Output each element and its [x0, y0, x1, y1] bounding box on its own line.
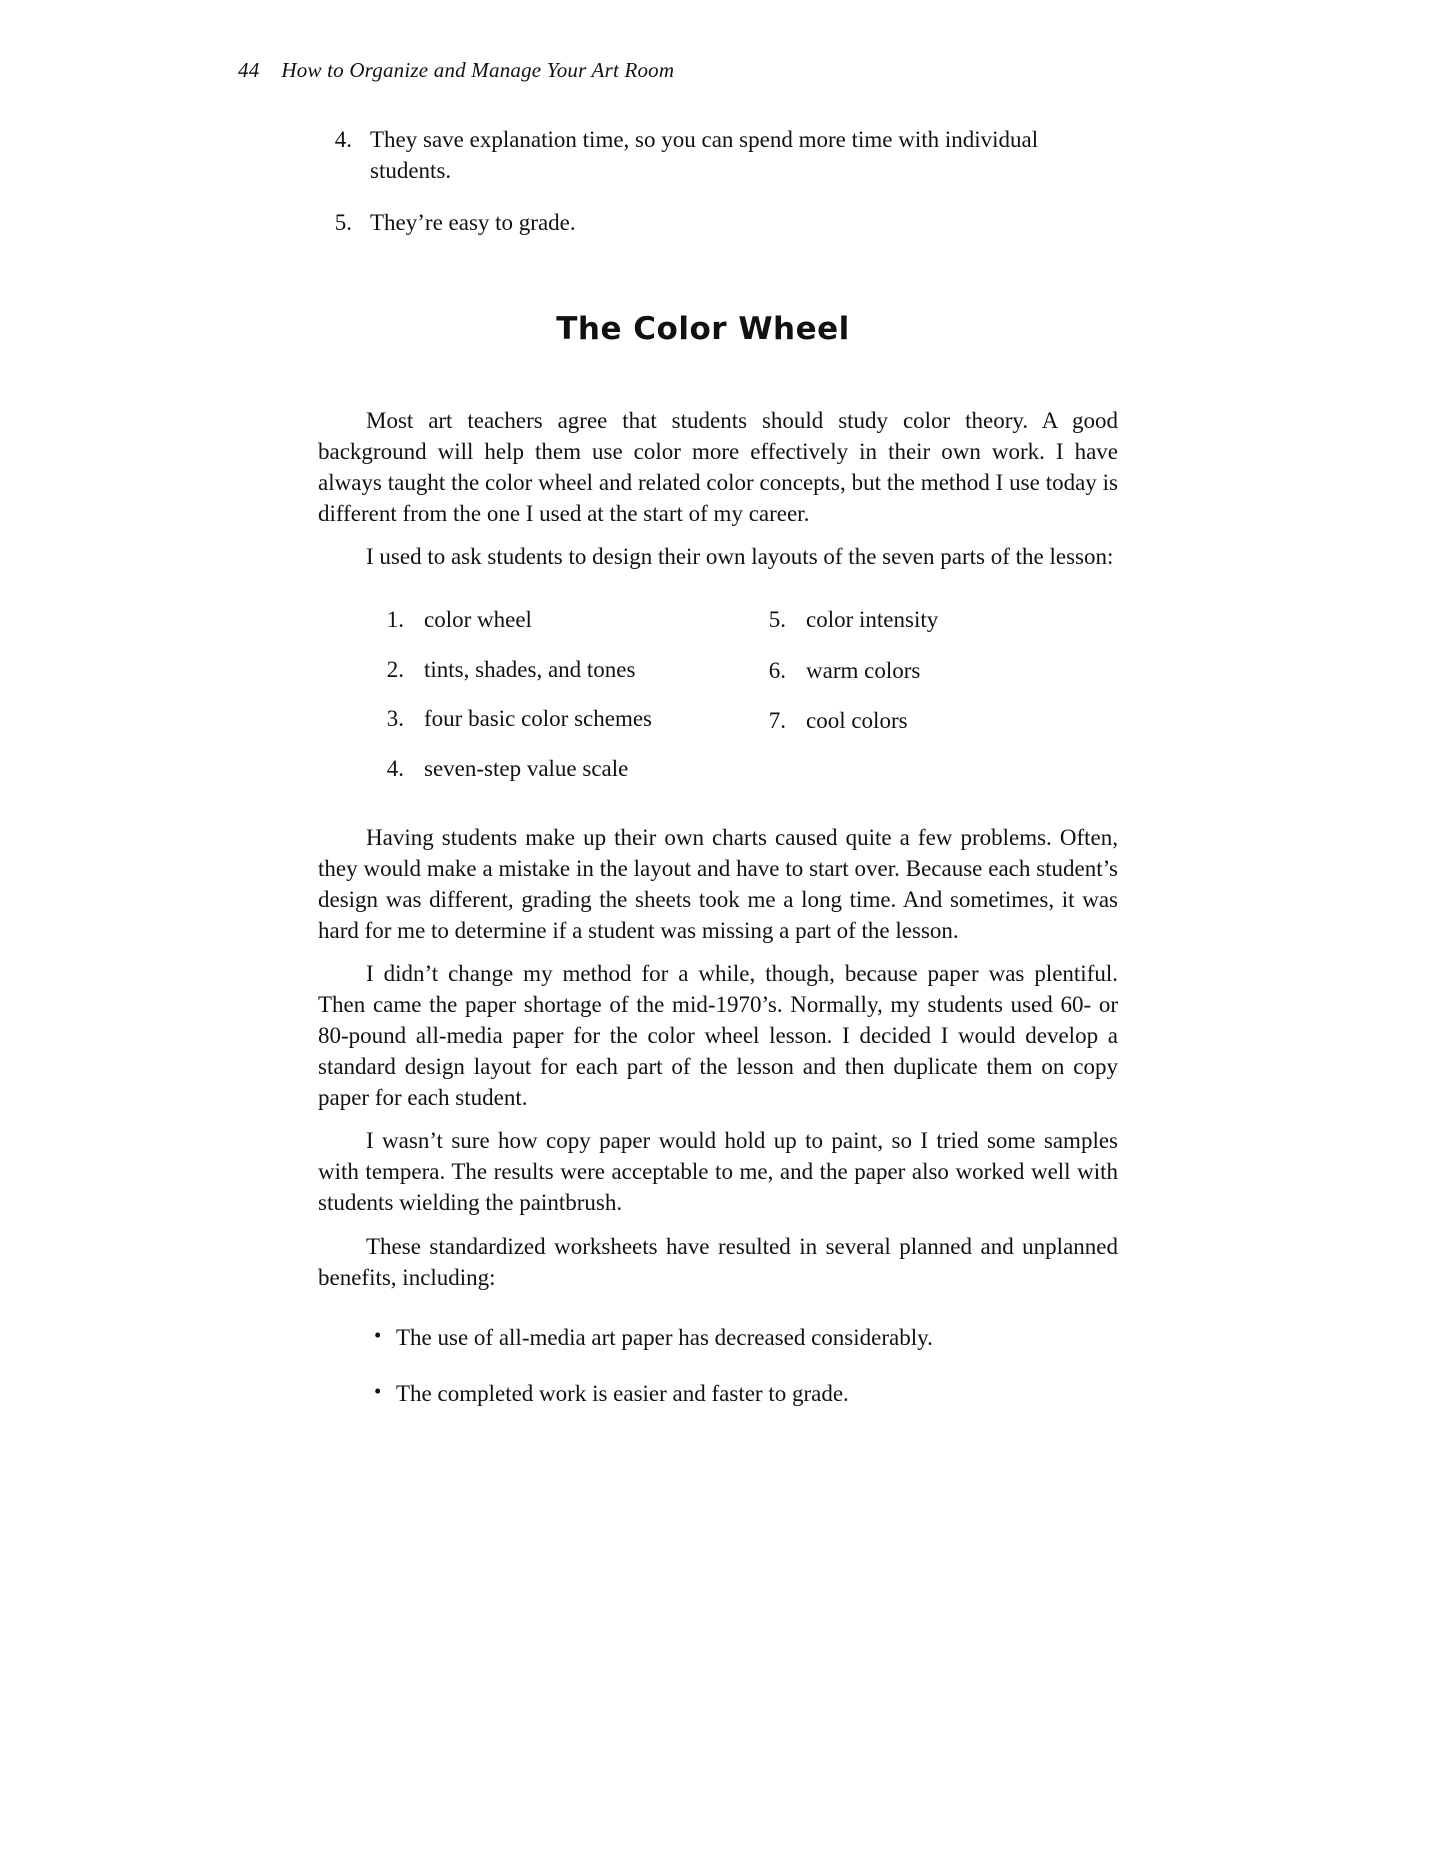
list-item-text: color wheel: [424, 606, 532, 632]
list-marker: 3.: [386, 706, 404, 732]
list-item: [318, 208, 1118, 239]
list-marker: 7.: [768, 708, 786, 734]
list-item: [376, 755, 652, 783]
list-item: [318, 1379, 1118, 1409]
list-item-text: cool colors: [806, 708, 908, 734]
paragraph-4: I didn’t change my method for a while, though, because paper was plentiful. Then came the paper shortage of the mid-1970’s. Normally, my students used 60- or 80-pound all-media paper for the color wheel lesson. I decided I would develop a standard design layout for each part of the lesson and then duplicate them on copy paper for each student.: [318, 961, 1118, 1111]
paragraph-5: I wasn’t sure how copy paper would hold up to paint, so I tried some samples with tempera. The results were acceptable to me, and the paper also worked well with students wielding the paintbrush.: [318, 1128, 1118, 1216]
list-marker: 1.: [386, 606, 404, 632]
list-item-text: tints, shades, and tones: [424, 656, 636, 682]
lesson-parts-list: [318, 606, 1118, 796]
bullet-icon: •: [374, 1378, 382, 1403]
page-content: [318, 125, 1118, 1434]
list-item-text: They’re easy to grade.: [370, 210, 576, 236]
list-marker: 4.: [386, 755, 404, 781]
paragraph-6: These standardized worksheets have resulted in several planned and unplanned benefits, including:: [318, 1233, 1118, 1290]
list-marker: 4.: [334, 127, 352, 152]
lesson-parts-right-items: [758, 606, 938, 735]
list-marker: 2.: [386, 656, 404, 682]
list-item: [758, 657, 938, 685]
paragraph-2: I used to ask students to design their own layouts of the seven parts of the lesson:: [366, 543, 1114, 569]
lesson-parts-left-items: [376, 606, 652, 782]
list-item: [376, 656, 652, 684]
section-heading: The Color Wheel: [556, 310, 850, 347]
list-item: [376, 705, 652, 733]
list-marker: 5.: [768, 606, 786, 632]
list-item-text: four basic color schemes: [424, 706, 653, 732]
list-item-text: seven-step value scale: [424, 755, 629, 781]
list-item-text: They save explanation time, so you can spend more time with individual students.: [370, 127, 1039, 183]
list-marker: 6.: [768, 657, 786, 683]
list-item: [318, 1323, 1118, 1353]
benefits-bullet-list: [318, 1323, 1118, 1409]
paragraph-1: Most art teachers agree that students should study color theory. A good background will help them use color more effectively in their own work. I have always taught the color wheel and related color concepts, but the method I use today is different from the one I used at the start of my career.: [318, 407, 1118, 526]
list-item: [318, 125, 1118, 186]
page-number: 44: [238, 58, 260, 82]
running-header: [238, 58, 674, 83]
list-marker: 5.: [334, 210, 352, 236]
book-title: How to Organize and Manage Your Art Room: [281, 58, 675, 82]
list-item-text: The completed work is easier and faster to grade.: [396, 1380, 849, 1406]
paragraph-3: Having students make up their own charts caused quite a few problems. Often, they would make a mistake in the layout and have to start over. Because each student’s design was different, grading the sheets took me a long time. And sometimes, it was hard for me to determine if a student was missing a part of the lesson.: [318, 824, 1118, 944]
list-item: [758, 707, 938, 735]
list-item-text: warm colors: [806, 657, 921, 683]
lesson-parts-left-column: [376, 606, 652, 804]
list-item: [758, 606, 938, 634]
lesson-parts-right-column: [758, 606, 938, 758]
bullet-icon: •: [374, 1322, 382, 1347]
list-item-text: color intensity: [806, 606, 939, 632]
continued-numbered-list: [318, 125, 1118, 239]
list-item: [376, 606, 652, 634]
list-item-text: The use of all-media art paper has decreased considerably.: [396, 1324, 933, 1350]
